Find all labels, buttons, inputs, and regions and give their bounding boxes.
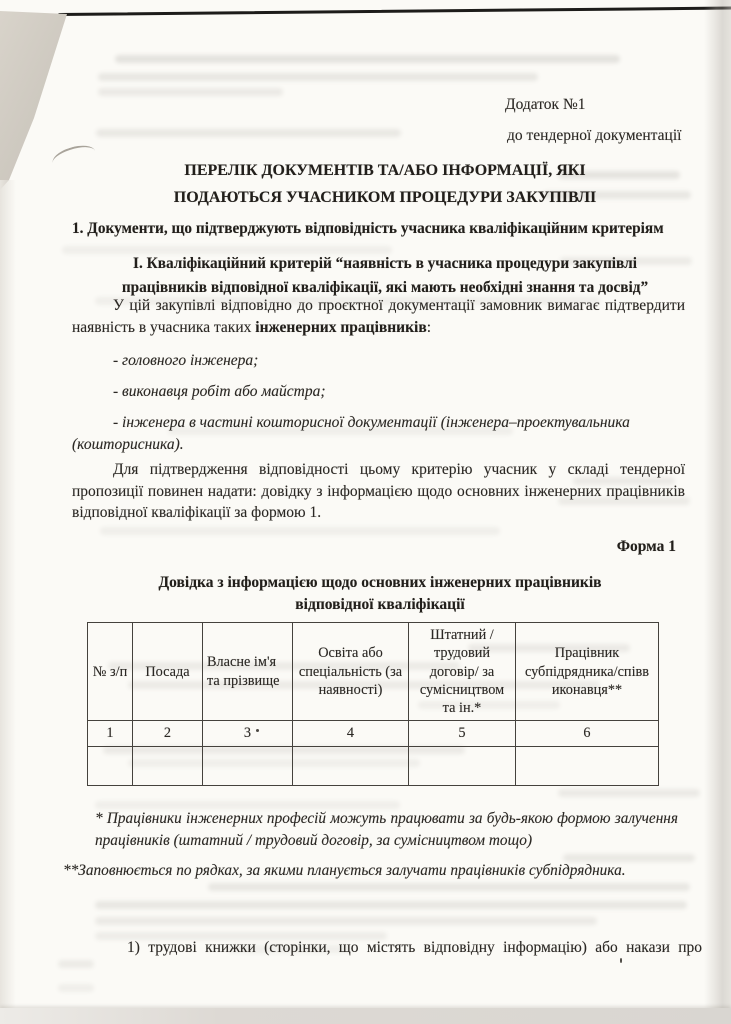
criterion-heading-line1: І. Кваліфікаційний критерій “наявність в учасника процедури закупівлі <box>133 255 637 272</box>
empty-cell <box>133 746 203 785</box>
table-column-numbers-row <box>88 721 659 746</box>
scan-top-edge-line <box>58 7 731 17</box>
intro-paragraph <box>72 295 685 339</box>
empty-cell <box>516 746 659 785</box>
document-title-line2: ПОДАЮТЬСЯ УЧАСНИКОМ ПРОЦЕДУРИ ЗАКУПІВЛІ <box>173 189 597 206</box>
document-title-line1: ПЕРЕЛІК ДОКУМЕНТІВ ТА/АБО ІНФОРМАЦІЇ, ЯКІ <box>184 162 586 179</box>
criterion-heading <box>65 252 705 300</box>
column-number-cell: 4 <box>293 721 409 746</box>
bleed-through-artifact <box>95 901 687 909</box>
table-empty-row <box>88 746 659 785</box>
col-header-education: Освіта або спеціальність (за наявності) <box>293 623 409 721</box>
bleed-through-artifact <box>115 55 620 63</box>
bleed-through-artifact <box>95 917 597 925</box>
column-number-cell: 3 <box>203 721 293 746</box>
bleed-through-artifact <box>58 960 94 968</box>
form-table-title <box>65 572 695 616</box>
intro-paragraph-text: У цій закупівлі відповідно до проєктної документації замовник вимагає підтвердити наявність в учасника таких <box>72 297 685 336</box>
column-number-cell: 2 <box>133 721 203 746</box>
section-1-heading: 1. Документи, що підтверджують відповідність учасника кваліфікаційним критеріям <box>72 220 664 237</box>
column-number-cell: 5 <box>409 721 516 746</box>
list-item-chief-engineer: - головного інженера; <box>113 352 259 369</box>
ink-speck <box>620 958 622 963</box>
bleed-through-artifact <box>208 883 690 891</box>
col-header-position: Посада <box>133 623 203 721</box>
confirmation-paragraph: Для підтвердження відповідності цьому критерію учасник у складі тендерної пропозиції повинен надати: довідку з інформацією щодо основних інженерних працівників відповідної кваліфікації за формою 1. <box>72 461 685 521</box>
bleed-through-artifact <box>98 73 538 81</box>
col-header-subcontractor: Працівник субпідрядника/співв иконавця** <box>516 623 659 721</box>
footnote-asterisk: * Працівники інженерних професій можуть працювати за будь-якою формою залучення працівників (штатний / трудовий договір, за сумісництвом тощо) <box>95 810 678 849</box>
col-header-contract: Штатний / трудовий договір/ за сумісництвом та ін.* <box>409 623 516 721</box>
appendix-sublabel: до тендерної документації <box>507 127 682 144</box>
bleed-through-artifact <box>100 527 500 535</box>
bottom-paragraph: 1) трудові книжки (сторінки, що містять відповідну інформацію) або накази про <box>127 939 702 956</box>
document-title <box>65 157 705 211</box>
bleed-through-artifact <box>98 88 283 96</box>
employees-form-table <box>87 622 659 786</box>
column-number-cell: 6 <box>516 721 659 746</box>
form-table-title-line2: відповідної кваліфікації <box>295 596 465 613</box>
criterion-heading-line2: працівників відповідної кваліфікації, які мають необхідні знання та досвід” <box>121 279 649 296</box>
list-item-cost-engineer: - інженера в частині кошторисної документації (інженера–проектувальника (кошторисника). <box>72 414 630 453</box>
bleed-through-artifact <box>96 129 401 137</box>
list-item-works-executor: - виконавця робіт або майстра; <box>113 383 326 400</box>
empty-cell <box>203 746 293 785</box>
table-header-row <box>88 623 659 721</box>
col-header-name: Власне ім'я та прізвище <box>203 623 293 721</box>
empty-cell <box>293 746 409 785</box>
scan-right-edge-shade <box>704 0 731 1024</box>
col-header-number: № з/п <box>88 623 133 721</box>
form-table-title-line1: Довідка з інформацією щодо основних інженерних працівників <box>158 574 602 591</box>
bleed-through-artifact <box>558 789 700 797</box>
intro-paragraph-bold: інженерних працівників <box>255 319 427 336</box>
column-number-cell: 1 <box>88 721 133 746</box>
footnote-double-asterisk: **Заповнюється по рядках, за якими планується залучати працівників субпідрядника. <box>63 862 626 879</box>
bleed-through-artifact <box>58 984 94 992</box>
intro-paragraph-colon: : <box>426 319 432 336</box>
scan-left-edge-shade <box>0 180 16 1008</box>
appendix-label: Додаток №1 <box>505 96 586 113</box>
form-1-label: Форма 1 <box>616 538 676 555</box>
scan-bottom-edge <box>0 1008 731 1024</box>
empty-cell <box>88 746 133 785</box>
empty-cell <box>409 746 516 785</box>
